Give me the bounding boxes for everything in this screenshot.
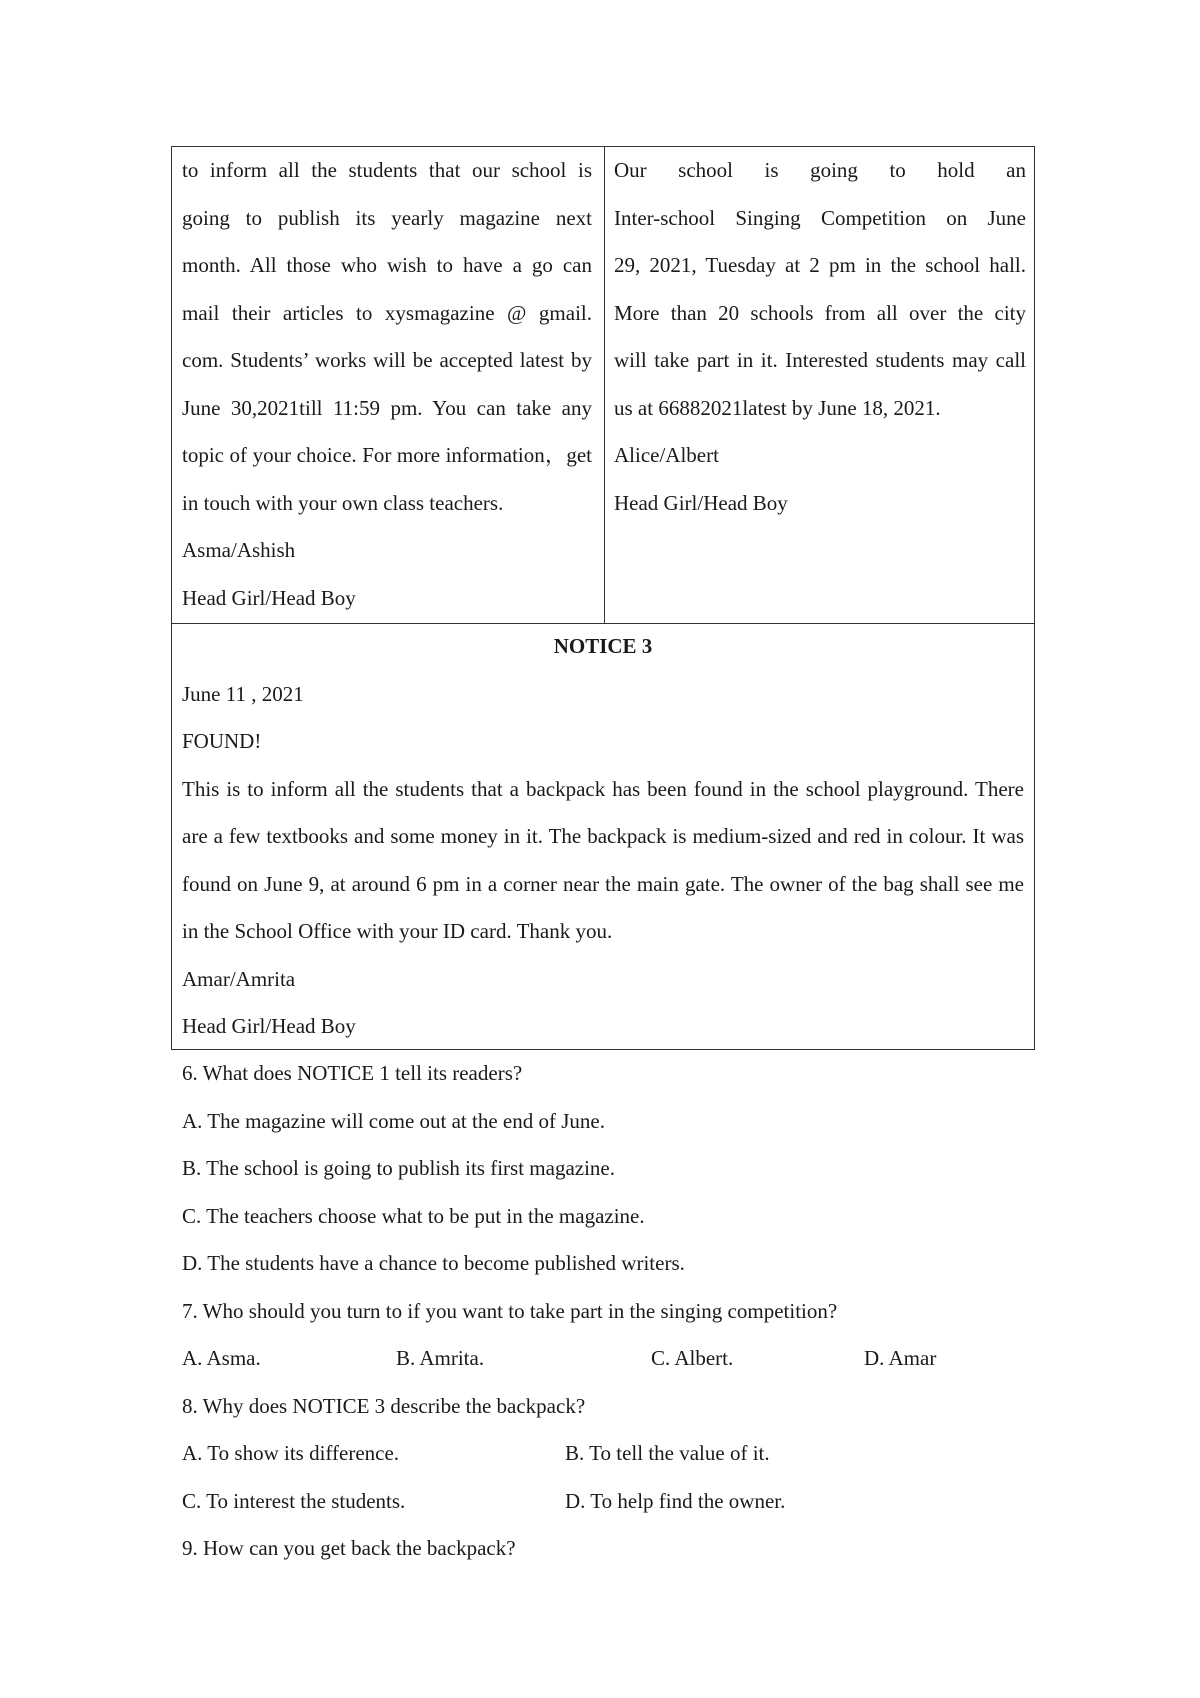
- notice-3-line: in the School Office with your ID card. Thank you.: [182, 919, 613, 943]
- question-6-option-a: A. The magazine will come out at the end of June.: [182, 1108, 605, 1133]
- notice-1-cell: [182, 147, 592, 622]
- notice-2-line: us at 66882021latest by June 18, 2021.: [614, 395, 941, 420]
- question-8-options-row-1: [182, 1430, 1042, 1478]
- question-6-option-d: D. The students have a chance to become published writers.: [182, 1251, 685, 1275]
- question-8-option-c: C. To interest the students.: [182, 1488, 406, 1513]
- notice-2-position: Head Girl/Head Boy: [614, 490, 788, 515]
- notice-1-line: to inform all the students that our school is: [182, 158, 592, 182]
- question-6-stem: 6. What does NOTICE 1 tell its readers?: [182, 1061, 523, 1085]
- notice-3-line: found on June 9, at around 6 pm in a corner near the main gate. The owner of the bag shall see me: [182, 871, 1024, 896]
- notice-1-line: topic of your choice. For more information，get: [182, 443, 592, 467]
- question-8-option-a: A. To show its difference.: [182, 1441, 400, 1465]
- notice-1-signer: Asma/Ashish: [182, 538, 296, 562]
- question-8-stem: 8. Why does NOTICE 3 describe the backpack?: [182, 1393, 586, 1418]
- notice-1-position: Head Girl/Head Boy: [182, 585, 356, 610]
- question-7-option-a: A. Asma.: [182, 1346, 261, 1370]
- notice-1-line: mail their articles to xysmagazine @ gmail.: [182, 300, 592, 325]
- notice-3-signer: Amar/Amrita: [182, 966, 296, 991]
- notice-1-line: com. Students’ works will be accepted latest by: [182, 348, 592, 372]
- notice-1-line: month. All those who wish to have a go can: [182, 253, 592, 277]
- notice-3-heading: NOTICE 3: [553, 634, 653, 658]
- notice-1-line: in touch with your own class teachers.: [182, 490, 504, 515]
- notice-table: [171, 146, 1035, 1050]
- questions-section: [182, 1050, 1042, 1573]
- notice-2-cell: [614, 147, 1026, 527]
- notice-3-title: FOUND!: [182, 729, 262, 753]
- question-6-option-c: C. The teachers choose what to be put in the magazine.: [182, 1203, 645, 1228]
- question-8-options-row-2: [182, 1478, 1042, 1526]
- notice-2-line: Our school is going to hold an: [614, 158, 1026, 182]
- question-9-stem: 9. How can you get back the backpack?: [182, 1536, 516, 1560]
- notice-3-cell: [182, 623, 1024, 1051]
- question-8-option-d: D. To help find the owner.: [565, 1488, 786, 1513]
- column-divider: [604, 147, 605, 623]
- question-7-option-d: D. Amar: [864, 1346, 937, 1370]
- question-8-option-b: B. To tell the value of it.: [565, 1441, 770, 1465]
- notice-3-date: June 11 , 2021: [182, 681, 304, 706]
- notice-2-line: 29, 2021, Tuesday at 2 pm in the school hall.: [614, 253, 1026, 277]
- notice-3-line: are a few textbooks and some money in it. The backpack is medium-sized and red in colour. It was: [182, 824, 1024, 848]
- notice-2-line: More than 20 schools from all over the city: [614, 300, 1026, 325]
- notice-1-line: June 30,2021till 11:59 pm. You can take any: [182, 395, 592, 420]
- notice-2-signer: Alice/Albert: [614, 443, 719, 467]
- notice-3-line: This is to inform all the students that a backpack has been found in the school playground. There: [182, 776, 1024, 801]
- notice-3-position: Head Girl/Head Boy: [182, 1014, 356, 1038]
- notice-1-line: going to publish its yearly magazine next: [182, 205, 592, 230]
- question-7-options: [182, 1335, 1042, 1383]
- question-6-option-b: B. The school is going to publish its first magazine.: [182, 1156, 615, 1180]
- notice-2-line: will take part in it. Interested students may call: [614, 348, 1026, 372]
- question-7-option-c: C. Albert.: [651, 1346, 734, 1370]
- notice-2-line: Inter-school Singing Competition on June: [614, 205, 1026, 230]
- question-7-stem: 7. Who should you turn to if you want to take part in the singing competition?: [182, 1298, 838, 1323]
- question-7-option-b: B. Amrita.: [396, 1346, 485, 1370]
